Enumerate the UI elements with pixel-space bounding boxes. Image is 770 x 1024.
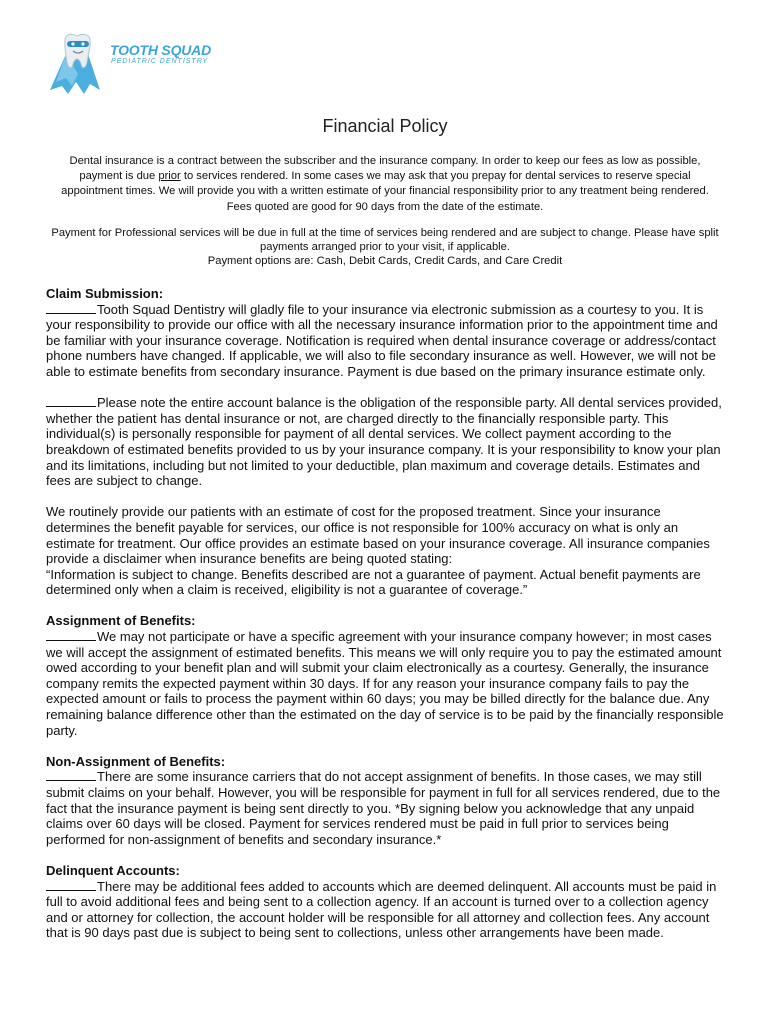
balance-paragraph	[46, 395, 726, 489]
assignment-text: We may not participate or have a specific agreement with your insurance company however; in most cases we will accept the assignment of estimated benefits. This means we will only require you to pay the estimated amount owed according to your benefit plan and will submit your claim electronically as a courtesy. Generally, the insurance company remits the expected payment within 30 days. If for any reason your insurance company fails to pay the expected amount or fails to process the payment within 60 days; you may be billed directly for the balance due. Any remaining balance difference other than the estimated on the day of service is to be paid by the financially responsible party.	[46, 629, 724, 738]
non-assignment-heading: Non-Assignment of Benefits:	[46, 753, 226, 769]
delinquent-heading: Delinquent Accounts:	[46, 862, 180, 878]
payment-line: payments arranged prior to your visit, if applicable.	[260, 241, 510, 253]
initials-blank[interactable]	[46, 395, 96, 407]
payment-line: Payment for Professional services will be due in full at the time of services being rendered and are subject to change. Please have split	[51, 227, 719, 239]
initials-blank[interactable]	[46, 769, 96, 781]
intro-line: Dental insurance is a contract between the subscriber and the insurance company. In order to keep our fees as low as possible,	[69, 155, 701, 167]
delinquent-paragraph	[46, 879, 726, 941]
assignment-heading: Assignment of Benefits:	[46, 613, 196, 629]
tooth-hero-mascot-icon	[48, 32, 110, 98]
page-title: Financial Policy	[322, 116, 448, 136]
initials-blank[interactable]	[46, 302, 96, 314]
claim-paragraph	[46, 302, 726, 380]
claim-text: Tooth Squad Dentistry will gladly file to your insurance via electronic submission as a courtesy to you. It is your responsibility to provide our office with all the necessary insurance information prior to the appointment time and be familiar with your insurance coverage. Notification is required when dental insurance coverage or address/contact phone numbers have changed. If applicable, we will also to file secondary insurance as well. However, we will not be able to estimate benefits from secondary insurance. Payment is due based on the primary insurance estimate only.	[46, 301, 718, 379]
initials-blank[interactable]	[46, 629, 96, 641]
intro-paragraph	[48, 154, 722, 215]
estimate-paragraph: We routinely provide our patients with an estimate of cost for the proposed treatment. Since your insurance determines the benefit payable for services, our office is not responsible for 100% accuracy on what is only an estimate for treatment. Our office provides an estimate based on your insurance coverage. All insurance companies provide a disclaimer when insurance benefits are being quoted stating:	[46, 504, 710, 567]
intro-line	[48, 169, 722, 184]
policy-body	[46, 286, 726, 941]
payment-paragraph	[48, 226, 722, 268]
balance-text: Please note the entire account balance is the obligation of the responsible party. All dental services provided, whether the patient has dental insurance or not, are charged directly to the financially responsible party. This individual(s) is personally responsible for payment of all dental services. We collect payment according to the breakdown of estimated benefits provided to us by your insurance company. It is your responsibility to know your plan and its limitations, including but not limited to your deductible, plan maximum and coverage details. Estimates and fees are subject to change.	[46, 395, 722, 489]
payment-options: Payment options are: Cash, Debit Cards, Credit Cards, and Care Credit	[207, 255, 563, 267]
tooth-squad-logo	[48, 32, 211, 98]
intro-text: payment is due	[79, 170, 159, 183]
claim-heading: Claim Submission:	[46, 286, 164, 301]
non-assignment-paragraph	[46, 769, 726, 847]
disclaimer-quote: “Information is subject to change. Benefits described are not a guarantee of payment. Actual benefit payments are determined only when a claim is received, eligibility is not a guarantee of coverage.”	[46, 566, 701, 598]
assignment-paragraph	[46, 629, 726, 738]
delinquent-text: There may be additional fees added to accounts which are deemed delinquent. All accounts must be paid in full to avoid additional fees and being sent to a collection agency. If an account is turned over to a collection agency and or attorney for collection, the account holder will be responsible for all attorney and collection fees. Any account that is 90 days past due is subject to being sent to collections, unless other arrangements have been made.	[46, 878, 717, 941]
intro-line: appointment times. We will provide you with a written estimate of your financial responsibility prior to any treatment being rendered.	[61, 185, 709, 198]
logo-tagline: PEDIATRIC DENTISTRY	[111, 58, 209, 65]
intro-text: to services rendered. In some cases we may ask that you prepay for dental services to reserve special	[180, 170, 691, 183]
intro-line: Fees quoted are good for 90 days from the date of the estimate.	[226, 200, 544, 213]
non-assignment-text: There are some insurance carriers that do not accept assignment of benefits. In those cases, we may still submit claims on your behalf. However, you will be responsible for payment in full for all services rendered, due to the fact that the insurance payment is being sent directly to you. *By signing below you acknowledge that any unpaid claims over 60 days will be closed. Payment for services rendered must be paid in full prior to services being performed for non-assignment of benefits and secondary insurance.*	[46, 769, 721, 847]
initials-blank[interactable]	[46, 879, 96, 891]
logo-name: TOOTH SQUAD	[110, 42, 211, 58]
underlined-word: prior	[158, 170, 181, 183]
